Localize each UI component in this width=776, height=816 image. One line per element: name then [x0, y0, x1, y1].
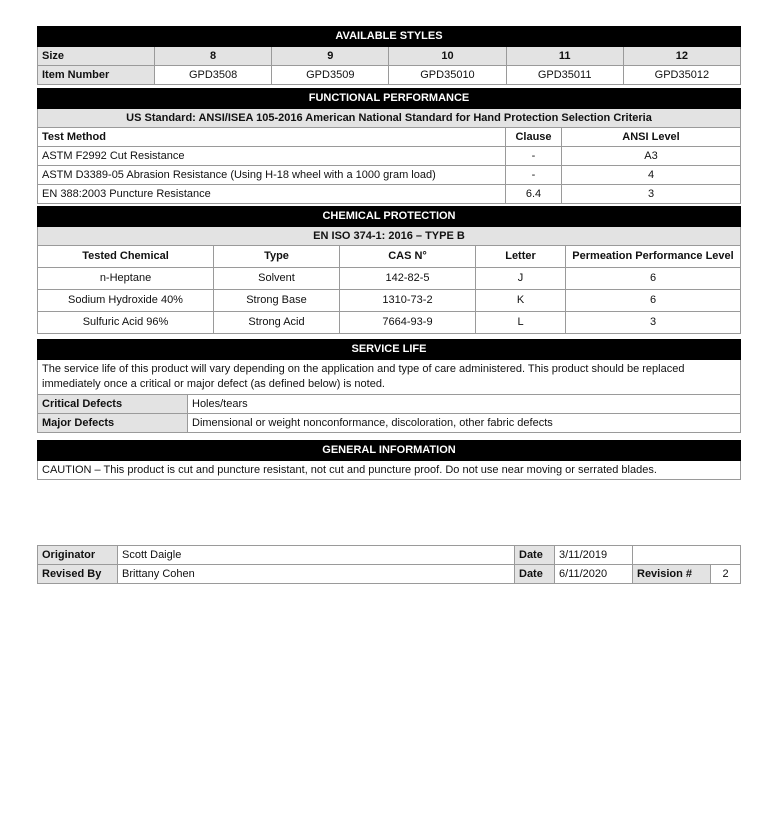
ansi-standard-title: US Standard: ANSI/ISEA 105-2016 American National Standard for Hand Protection Selection Criteria	[38, 109, 741, 128]
service-life-section	[37, 339, 741, 433]
date-label: Date	[515, 546, 555, 565]
revision-number: 2	[711, 565, 741, 584]
revision-label: Revision #	[633, 565, 711, 584]
revised-by-row	[38, 565, 741, 584]
test-method: EN 388:2003 Puncture Resistance	[38, 185, 506, 204]
functional-performance-section	[37, 88, 741, 204]
tested-chemical: Sodium Hydroxide 40%	[38, 290, 214, 312]
revised-date: 6/11/2020	[555, 565, 633, 584]
table-header-row	[38, 128, 741, 147]
major-defects-row	[38, 414, 741, 433]
letter: L	[476, 312, 566, 334]
item-number-value: GPD3508	[155, 66, 272, 85]
originator-row	[38, 546, 741, 565]
item-number-label: Item Number	[38, 66, 155, 85]
column-header: Tested Chemical	[38, 246, 214, 268]
permeation-level: 3	[566, 312, 741, 334]
size-value: 9	[272, 47, 389, 66]
ansi-level: 4	[562, 166, 741, 185]
item-number-value: GPD3509	[272, 66, 389, 85]
table-header-row	[38, 246, 741, 268]
letter: K	[476, 290, 566, 312]
size-value: 11	[506, 47, 623, 66]
size-row	[38, 47, 741, 66]
revised-by-label: Revised By	[38, 565, 118, 584]
cas-number: 7664-93-9	[340, 312, 476, 334]
column-header: Clause	[506, 128, 562, 147]
revised-by-name: Brittany Cohen	[118, 565, 515, 584]
revision-section	[37, 545, 741, 584]
ansi-level: 3	[562, 185, 741, 204]
caution-text: CAUTION – This product is cut and puncture resistant, not cut and puncture proof. Do not use near moving or serrated blades.	[38, 461, 741, 480]
critical-defects-label: Critical Defects	[38, 395, 188, 414]
functional-performance-header: FUNCTIONAL PERFORMANCE	[38, 89, 741, 109]
originator-name: Scott Daigle	[118, 546, 515, 565]
clause: -	[506, 147, 562, 166]
general-information-section	[37, 440, 741, 480]
tested-chemical: Sulfuric Acid 96%	[38, 312, 214, 334]
permeation-level: 6	[566, 290, 741, 312]
item-number-value: GPD35012	[623, 66, 740, 85]
critical-defects-value: Holes/tears	[188, 395, 741, 414]
item-number-row	[38, 66, 741, 85]
item-number-value: GPD35011	[506, 66, 623, 85]
cas-number: 1310-73-2	[340, 290, 476, 312]
size-label: Size	[38, 47, 155, 66]
service-life-text: The service life of this product will vary depending on the application and type of care administered. This product should be replaced immediately once a critical or major defect (as defined below) is noted.	[38, 360, 741, 395]
empty-cell	[633, 546, 741, 565]
column-header: Permeation Performance Level	[566, 246, 741, 268]
tested-chemical: n-Heptane	[38, 268, 214, 290]
critical-defects-row	[38, 395, 741, 414]
date-label: Date	[515, 565, 555, 584]
clause: 6.4	[506, 185, 562, 204]
general-information-header: GENERAL INFORMATION	[38, 441, 741, 461]
test-method: ASTM D3389-05 Abrasion Resistance (Using H-18 wheel with a 1000 gram load)	[38, 166, 506, 185]
letter: J	[476, 268, 566, 290]
table-row	[38, 147, 741, 166]
ansi-level: A3	[562, 147, 741, 166]
available-styles-header: AVAILABLE STYLES	[38, 27, 741, 47]
chemical-type: Solvent	[214, 268, 340, 290]
service-life-header: SERVICE LIFE	[38, 340, 741, 360]
column-header: ANSI Level	[562, 128, 741, 147]
table-row	[38, 312, 741, 334]
en-iso-standard-title: EN ISO 374-1: 2016 – TYPE B	[38, 227, 741, 246]
clause: -	[506, 166, 562, 185]
item-number-value: GPD35010	[389, 66, 506, 85]
size-value: 8	[155, 47, 272, 66]
column-header: Type	[214, 246, 340, 268]
originator-label: Originator	[38, 546, 118, 565]
table-row	[38, 166, 741, 185]
table-row	[38, 268, 741, 290]
size-value: 12	[623, 47, 740, 66]
chemical-protection-section	[37, 206, 741, 334]
major-defects-value: Dimensional or weight nonconformance, discoloration, other fabric defects	[188, 414, 741, 433]
major-defects-label: Major Defects	[38, 414, 188, 433]
column-header: CAS N°	[340, 246, 476, 268]
chemical-type: Strong Acid	[214, 312, 340, 334]
table-row	[38, 290, 741, 312]
table-row	[38, 185, 741, 204]
available-styles-section	[37, 26, 741, 85]
permeation-level: 6	[566, 268, 741, 290]
column-header: Letter	[476, 246, 566, 268]
test-method: ASTM F2992 Cut Resistance	[38, 147, 506, 166]
originator-date: 3/11/2019	[555, 546, 633, 565]
cas-number: 142-82-5	[340, 268, 476, 290]
chemical-type: Strong Base	[214, 290, 340, 312]
size-value: 10	[389, 47, 506, 66]
chemical-protection-header: CHEMICAL PROTECTION	[38, 207, 741, 227]
column-header: Test Method	[38, 128, 506, 147]
